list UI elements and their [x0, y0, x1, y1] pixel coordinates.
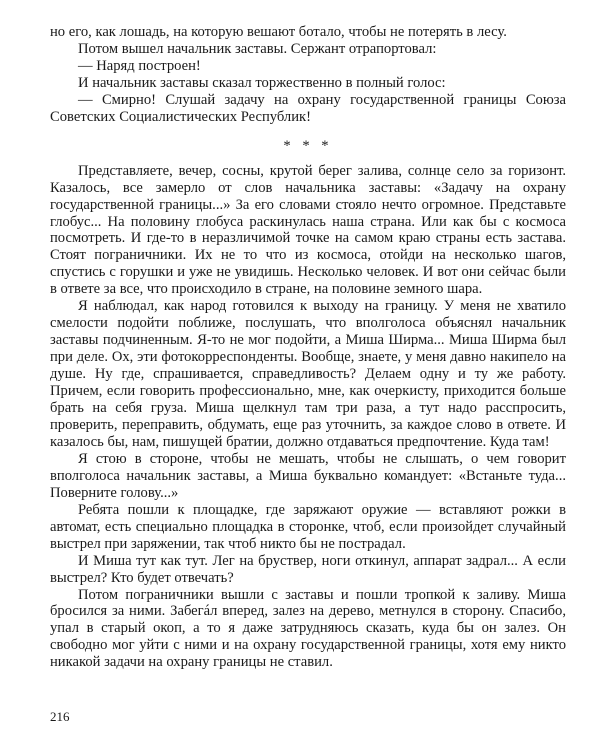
paragraph-misha-parapet: И Миша тут как тут. Лег на бруствер, ноги откинул, аппарат задрал... А если выстрел? Кто будет отвечать? [50, 552, 566, 586]
paragraph-commander-speaks: И начальник заставы сказал торжественно в полный голос: [78, 74, 446, 91]
page-number: 216 [50, 709, 70, 724]
paragraph-loading-weapons: Ребята пошли к площадке, где заряжают оружие — вставляют рожки в автомат, есть специально площадка в сторонке, чтоб, если произойдет случайный выстрел при заряжении, так чтоб никто бы не пострадал. [50, 501, 566, 552]
dialogue-report: — Наряд построен! [78, 57, 201, 74]
paragraph-intro-continuation: но его, как лошадь, на которую вешают ботало, чтобы не потерять в лесу. [50, 24, 507, 40]
paragraph-to-the-bay: Потом пограничники вышли с заставы и пошли тропкой к заливу. Миша бросился за ними. Забегáл вперед, залез на дерево, метнулся в сторону. Спасибо, упал в старый окоп, а то я даже затрудняюсь сказать, куда бы он залез. Он свободно мог уйти с ними и на охрану государственной границы, хотя ему никто никакой задачи на охрану границы не ставил. [50, 586, 566, 671]
dialogue-command: — Смирно! Слушай задачу на охрану государственной границы Союза Советских Социалистических Республик! [50, 91, 566, 125]
paragraph-commands: Я стою в стороне, чтобы не мешать, чтобы не слышать, о чем говорит вполголоса начальник заставы, а Миша буквально командует: «Встаньте туда... Поверните голову...» [50, 450, 566, 501]
paragraph-photographer: Я наблюдал, как народ готовился к выходу на границу. У меня не хватило смелости подойти поближе, послушать, что вполголоса объяснял начальник заставы подчиненным. Я-то не мог подойти, а Миша Ширма... Миша Ширма был при деле. Ох, эти фотокорреспонденты. Вообще, знаете, у меня давно накипело на душе. Ну где, спрашивается, справедливость? Делаем одну и ту же работу. Причем, если говорить профессионально, мне, как очеркисту, приходится больше брать на себя груза. Миша щелкнул там три раза, а тут надо расспросить, проверить, переправить, обдумать, еще раз уточнить, за каждое слово в ответе. И казалось бы, нам, пишущей братии, должно отдаваться предпочтение. Куда там! [50, 298, 566, 450]
paragraph-globe: Представляете, вечер, сосны, крутой берег залива, солнце село за горизонт. Казалось, все замерло от слов начальника заставы: «Задачу на охрану государственной границы...» За его словами стояло нечто огромное. Представьте глобус... На половину глобуса раскинулась наша страна. Или как бы с космоса посмотреть. И где-то в неразличимой точке на самом краю страны есть застава. Стоят пограничники. Их не то что из космоса, отойди на несколько шагов, спустись с горушки и уже не увидишь. Несколько человек. И вот они сейчас были в ответе за все, что происходило в стране, на половине земного шара. [50, 162, 566, 298]
page-text [50, 24, 566, 671]
section-separator: * * * [283, 137, 333, 154]
paragraph-commander-arrives: Потом вышел начальник заставы. Сержант отрапортовал: [78, 40, 437, 57]
